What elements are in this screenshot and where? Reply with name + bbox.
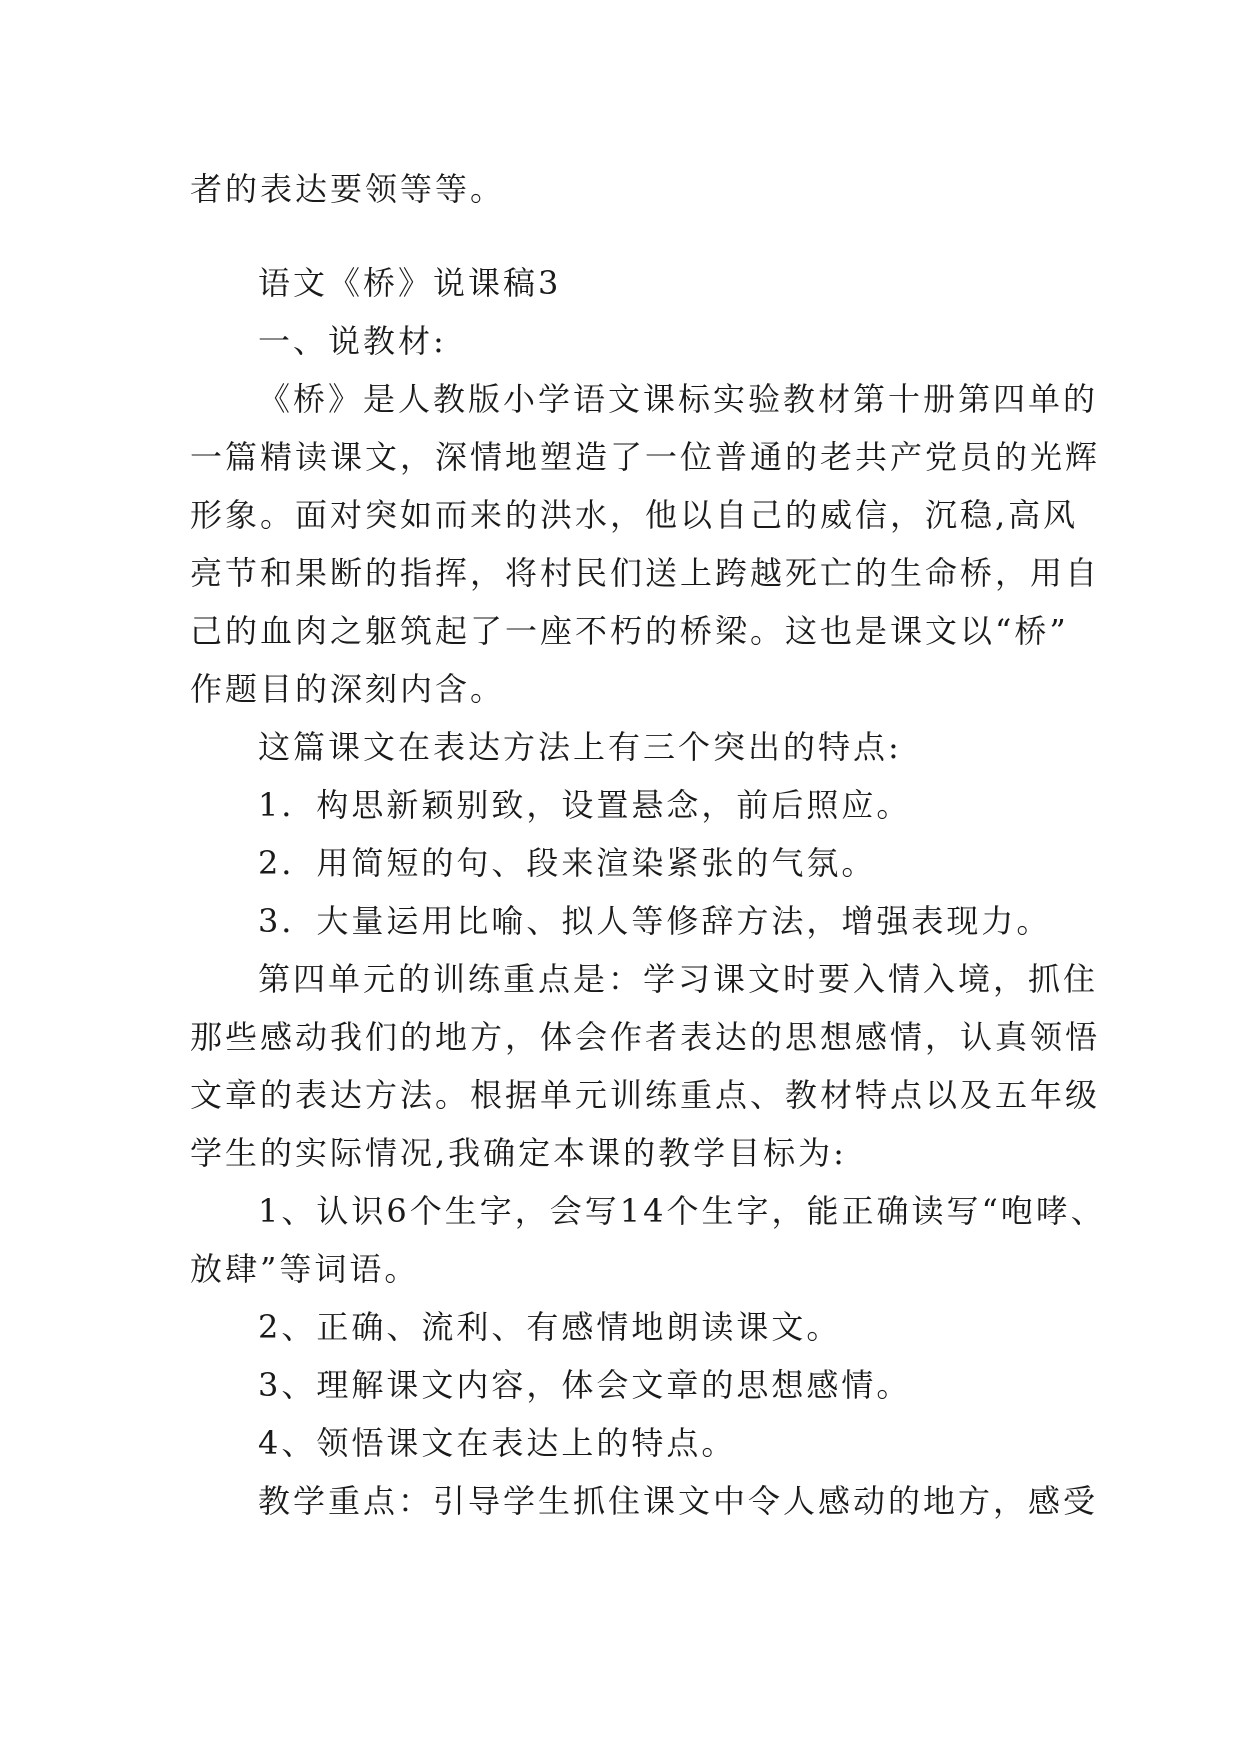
feature-item: 1．构思新颖别致，设置悬念，前后照应。 [258,786,912,824]
paragraph-line: 己的血肉之躯筑起了一座不朽的桥梁。这也是课文以“桥” [190,612,1069,650]
key-points-line: 教学重点：引导学生抓住课文中令人感动的地方，感受 [258,1482,1099,1520]
goal-item: 2、正确、流利、有感情地朗读课文。 [258,1308,842,1346]
paragraph-line: 《桥》是人教版小学语文课标实验教材第十册第四单的 [258,380,1099,418]
goal-item: 1、认识6个生字，会写14个生字，能正确读写“咆哮、 [258,1192,1106,1230]
paragraph-line: 作题目的深刻内含。 [190,670,506,708]
feature-item: 3．大量运用比喻、拟人等修辞方法，增强表现力。 [258,902,1052,940]
paragraph-line: 亮节和果断的指挥，将村民们送上跨越死亡的生命桥，用自 [190,554,1101,592]
paragraph-line: 学生的实际情况,我确定本课的教学目标为: [190,1134,847,1172]
goal-item: 4、领悟课文在表达上的特点。 [258,1424,737,1462]
paragraph-line: 形象。面对突如而来的洪水，他以自己的威信，沉稳,高风 [190,496,1079,534]
paragraph-gap [190,218,1050,254]
features-intro: 这篇课文在表达方法上有三个突出的特点: [258,728,902,766]
previous-paragraph-tail: 者的表达要领等等。 [190,170,506,208]
goal-item: 3、理解课文内容，体会文章的思想感情。 [258,1366,912,1404]
section-heading-textbook: 一、说教材: [258,322,447,360]
feature-item: 2．用简短的句、段来渲染紧张的气氛。 [258,844,877,882]
paragraph-line: 文章的表达方法。根据单元训练重点、教材特点以及五年级 [190,1076,1101,1114]
document-page [190,160,1106,1530]
paragraph-line: 那些感动我们的地方，体会作者表达的思想感情，认真领悟 [190,1018,1101,1056]
paragraph-line: 一篇精读课文，深情地塑造了一位普通的老共产党员的光辉 [190,438,1101,476]
section-title: 语文《桥》说课稿3 [258,264,562,302]
goal-item-continued: 放肆”等词语。 [190,1250,420,1288]
paragraph-line: 第四单元的训练重点是：学习课文时要入情入境，抓住 [258,960,1099,998]
